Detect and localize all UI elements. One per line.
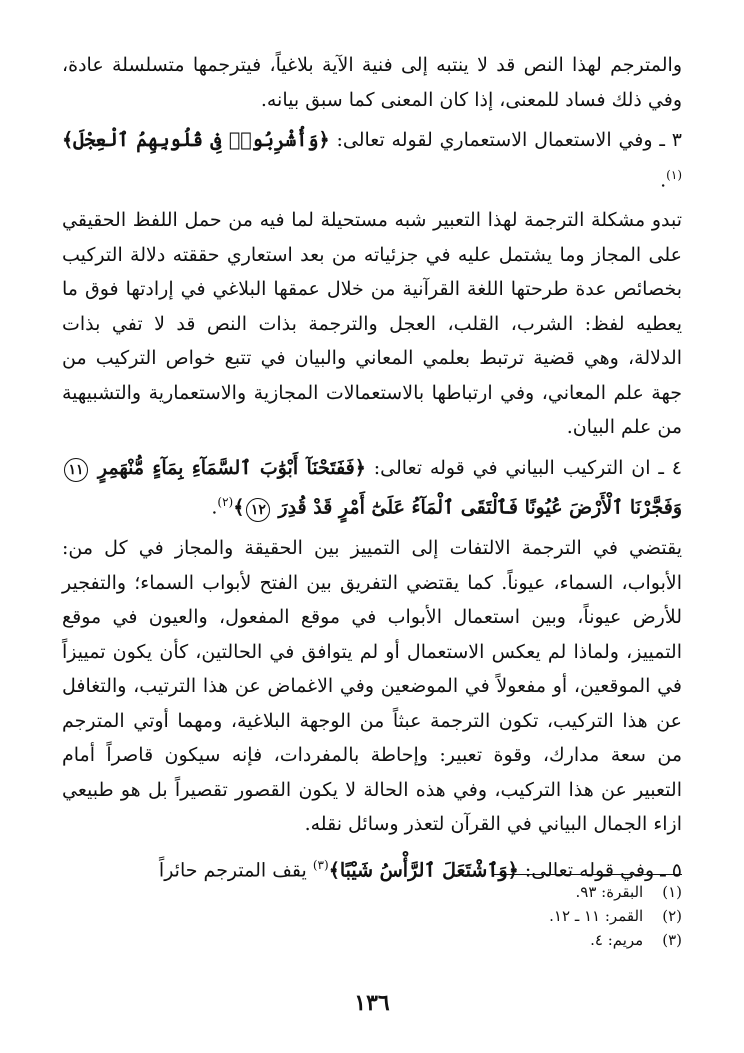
footnote-text: القمر: ١١ ـ ١٢. [549,907,644,925]
footnote-text: البقرة: ٩٣. [575,883,644,901]
paragraph-3 [62,203,682,445]
quran-quote-2-end: ﴾ [233,496,245,519]
quran-quote-2: ﴿فَفَتَحْنَآ أَبْوَٰبَ ٱلسَّمَآءِ بِمَآءٍ مُّنْهَمِرٍ [97,456,366,479]
paragraph-4-tail: . [211,496,218,519]
page-number: ١٣٦ [354,990,390,1016]
paragraph-5 [62,531,682,842]
footnote-item [62,928,682,952]
paragraph-4 [62,451,682,525]
footnote-number: (١) [662,883,682,901]
ayah-number-mark-12: ١٢ [246,498,270,522]
paragraph-6-tail: يقف المترجم حائراً [158,858,307,881]
footnote-divider [492,874,682,875]
ayah-number-mark-11: ١١ [64,458,88,482]
footnote-text: مريم: ٤. [590,931,644,949]
body-text [62,48,682,887]
footnote-ref-2: (٢) [217,495,234,510]
paragraph-2-lead: ٣ ـ وفي الاستعمال الاستعماري لقوله تعالى: [336,129,682,151]
paragraph-1 [62,48,682,117]
footnote-number: (٢) [662,907,682,925]
footnote-ref-1: (١) [666,167,682,182]
footnotes [62,880,682,952]
quran-quote-1: ﴿وَأُشْرِبُوا۟ فِى قُلُوبِهِمُ ٱلْعِجْلَ﴾ [62,129,330,151]
paragraph-6-lead: ٥ ـ وفي قوله تعالى: [524,858,682,881]
paragraph-2-tail: . [660,168,667,191]
footnote-item [62,904,682,928]
paragraph-2 [62,123,682,197]
paragraph-5-text: يقتضي في الترجمة الالتفات إلى التمييز بين الحقيقة والمجاز في كل من: الأبواب، السماء، عيوناً. كما يقتضي التفريق بين الفتح لأبواب السماء؛ والتفجير للأرض عيوناً، وبين استعمال الأبواب في موقع المفعول، والعيون في موقع التمييز، ولماذا لم يعكس الاستعمال أو لم يتوافق في الحالتين، كأن يكون تمييزاً في الموقعين، أو مفعولاً في الموضعين وفي الاغماض عن هذا الترتيب، والتغافل عن هذا التركيب، تكون الترجمة عبثاً من الوجهة البلاغية، ومهما أوتي المترجم من سعة مدارك، وقوة تعبير: وإحاطة بالمفردات، فإنه سيكون قاصراً أمام التعبير عن هذا التركيب، وفي هذه الحالة لا يكون القصور تقصيراً بل هو طبيعي ازاء الجمال البياني في القرآن لتعذر وسائل نقله. [62,537,682,836]
quran-quote-2-continued: وَفَجَّرْنَا ٱلْأَرْضَ عُيُونًا فَٱلْتَقَى ٱلْمَآءُ عَلَىٰٓ أَمْرٍ قَدْ قُدِرَ [278,496,682,519]
quran-quote-3: ﴿وَٱشْتَعَلَ ٱلرَّأْسُ شَيْبًا﴾ [328,858,519,881]
footnote-number: (٣) [662,931,682,949]
paragraph-4-lead: ٤ ـ ان التركيب البياني في قوله تعالى: [373,456,682,479]
paragraph-1-text: والمترجم لهذا النص قد لا ينتبه إلى فنية الآية بلاغياً، فيترجمها متسلسلة عادة، وفي ذلك فساد للمعنى، إذا كان المعنى كما سبق بيانه. [62,54,682,111]
footnote-item [62,880,682,904]
paragraph-3-text: تبدو مشكلة الترجمة لهذا التعبير شبه مستحيلة لما فيه من حمل اللفظ الحقيقي على المجاز وما يشتمل عليه في جزئياته من بعد استعاري حققته دلالة التركيب بخصائص عدة طرحتها اللغة القرآنية من خلال عمقها البلاغي في إرادتها فوق ما يعطيه لفظ: الشرب، القلب، العجل والترجمة بذات النص قد لا تفي بذات الدلالة، وهي قضية ترتبط بعلمي المعاني والبيان في تتبع خواص التركيب من جهة علم المعاني، وفي ارتباطها بالاستعمالات المجازية والاستعمارية والتشبيهية من علم البيان. [62,209,682,439]
footnote-ref-3: (٣) [312,857,329,872]
